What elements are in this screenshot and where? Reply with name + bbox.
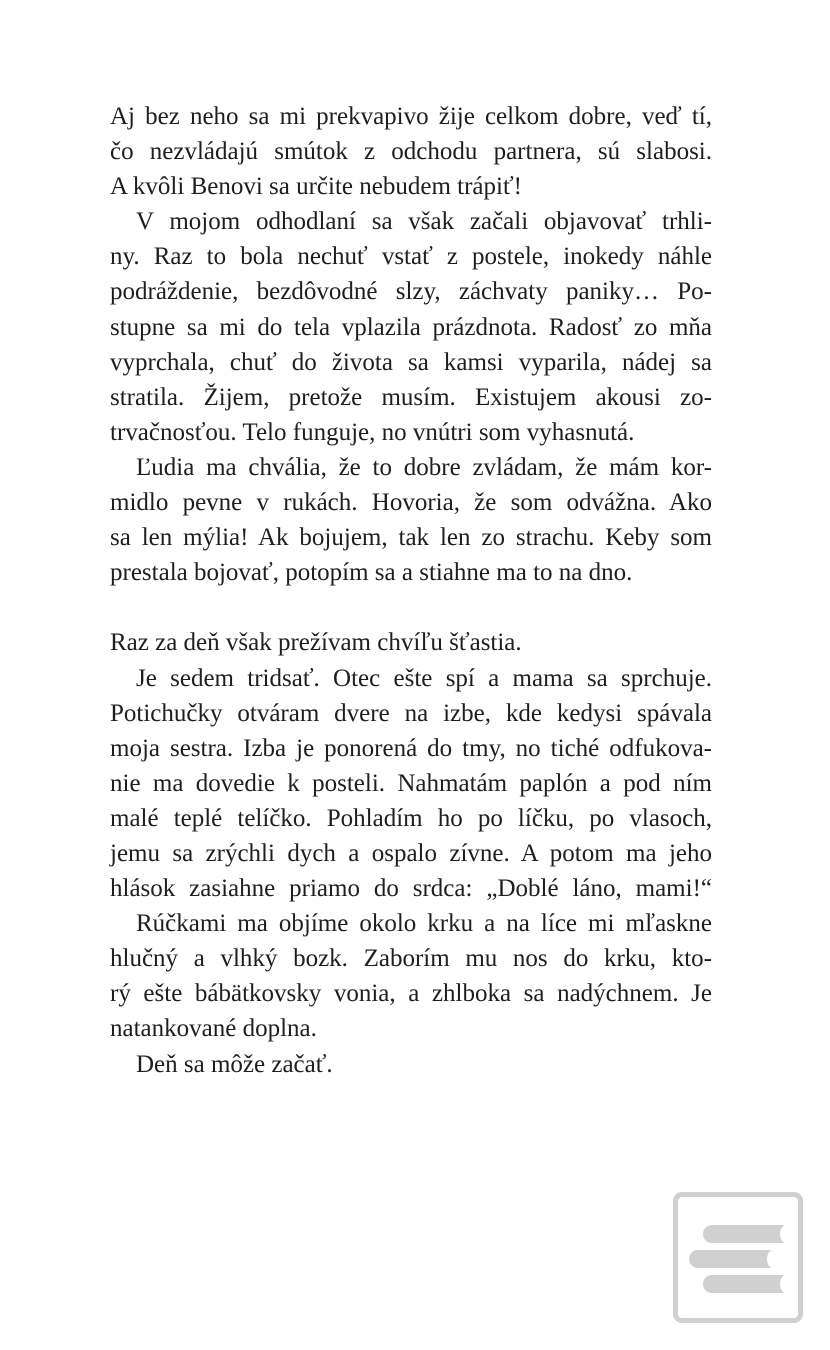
paragraph <box>110 99 712 204</box>
text-line: Rúčkami ma objíme okolo krku a na líce mi mľaskne <box>136 910 712 938</box>
text-line: vyprchala, chuť do života sa kamsi vyparila, nádej sa <box>110 348 712 376</box>
page-text <box>110 99 712 1082</box>
text-line: natankované doplna. <box>110 1015 317 1043</box>
books-stack-icon <box>678 1197 798 1318</box>
text-line: Potichučky otváram dvere na izbe, kde kedysi spávala <box>110 699 712 727</box>
text-line: nie ma dovedie k posteli. Nahmatám paplón a pod ním <box>110 769 712 797</box>
text-line: V mojom odhodlaní sa však začali objavovať trhli- <box>136 208 712 236</box>
text-line: malé teplé telíčko. Pohladím ho po líčku, po vlasoch, <box>110 804 712 832</box>
text-line: hlučný a vlhký bozk. Zaborím mu nos do krku, kto- <box>110 945 712 973</box>
paragraph <box>110 450 712 590</box>
text-line: Raz za deň však prežívam chvíľu šťastia. <box>110 629 522 657</box>
text-line: Aj bez neho sa mi prekvapivo žije celkom dobre, veď tí, <box>110 103 712 130</box>
paragraph <box>110 625 712 660</box>
paragraph <box>110 661 712 907</box>
text-line: Ľudia ma chvália, že to dobre zvládam, že mám kor- <box>136 453 712 481</box>
paragraph <box>110 204 712 450</box>
text-line: midlo pevne v rukách. Hovoria, že som odvážna. Ako <box>110 489 712 517</box>
paragraph <box>110 906 712 1046</box>
books-logo <box>673 1192 803 1323</box>
text-line: ny. Raz to bola nechuť vstať z postele, inokedy náhle <box>110 243 712 271</box>
text-line: čo nezvládajú smútok z odchodu partnera, sú slabosi. <box>110 138 712 166</box>
text-line: prestala bojovať, potopím sa a stiahne ma to na dno. <box>110 559 633 587</box>
book-bottom <box>703 1275 786 1293</box>
text-line: Deň sa môže začať. <box>136 1050 333 1078</box>
book-middle <box>689 1250 773 1268</box>
text-line: hlások zasiahne priamo do srdca: „Doblé láno, mami!“ <box>110 875 712 903</box>
section-break <box>110 590 712 625</box>
book-top <box>703 1225 786 1243</box>
text-line: jemu sa zrýchli dych a ospalo zívne. A potom ma jeho <box>110 839 712 867</box>
paragraph <box>110 1047 712 1082</box>
text-line: Je sedem tridsať. Otec ešte spí a mama sa sprchuje. <box>136 664 712 692</box>
text-line: trvačnosťou. Telo funguje, no vnútri som vyhasnutá. <box>110 418 635 446</box>
text-line: A kvôli Benovi sa určite nebudem trápiť! <box>110 173 522 201</box>
text-line: stupne sa mi do tela vplazila prázdnota. Radosť zo mňa <box>110 313 712 341</box>
text-line: sa len mýlia! Ak bojujem, tak len zo strachu. Keby som <box>110 524 712 552</box>
text-line: rý ešte bábätkovsky vonia, a zhlboka sa nadýchnem. Je <box>110 980 712 1008</box>
text-line: moja sestra. Izba je ponorená do tmy, no tiché odfukova- <box>110 734 712 762</box>
text-line: stratila. Žijem, pretože musím. Existujem akousi zo- <box>110 383 712 411</box>
text-line: podráždenie, bezdôvodné slzy, záchvaty paniky… Po- <box>110 278 712 306</box>
